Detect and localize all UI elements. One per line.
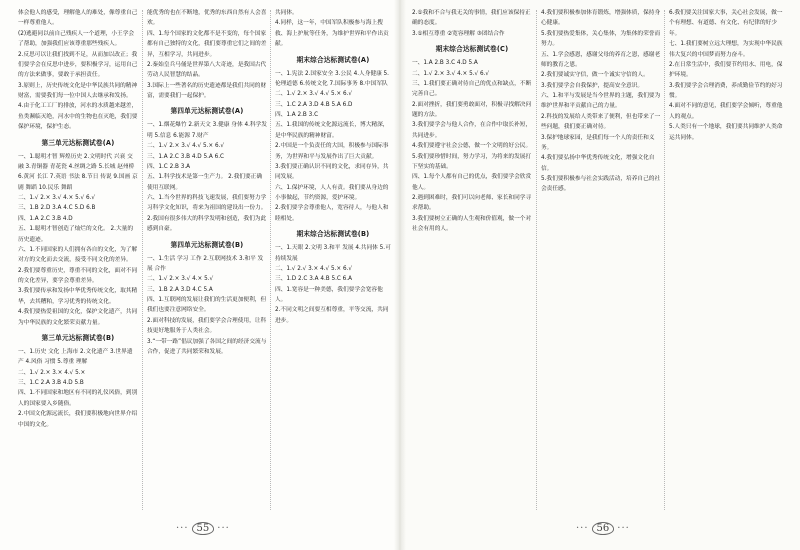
answer-paragraph: 一、1.A 2.B 3.C 4.D 5.A: [412, 60, 478, 67]
section-heading: 期末综合达标测试卷(B): [296, 230, 370, 239]
answer-paragraph: 5.我们要热爱集体，关心集体，为集体的荣誉而努力。: [541, 30, 661, 48]
answer-paragraph: 三、1.B 2.A 3.D 4.C 5.A: [147, 286, 213, 293]
right-column-1: [412, 8, 532, 513]
answer-paragraph: 3.保护地球家园，是我们每一个人的责任和义务。: [541, 134, 655, 151]
answer-paragraph: 六、1.当今世界的科技飞速发展，我们要努力学习科学文化知识，将来为祖国的建设出一份力。: [147, 195, 267, 212]
answer-paragraph: 三、1.B 2.D 3.A 4.C 5.D 6.B: [18, 205, 96, 212]
answer-paragraph: 2.不同文明之间要互相尊重，平等交流，共同进步。: [275, 307, 389, 324]
answer-paragraph: 2.我们要学会尊重他人，宽容待人，与他人和睦相处。: [275, 205, 389, 222]
answer-paragraph: 4.我们要弘扬中华优秀传统文化，增强文化自信。: [541, 155, 655, 172]
answer-paragraph: 五、1.聪明才智创造了灿烂的文化。 2.大量的历史遗迹。: [18, 226, 134, 243]
answer-paragraph: 6.我们要关注国家大事，关心社会发展，做一个有理想、有道德、有文化、有纪律的好少年。: [669, 10, 783, 37]
answer-paragraph: 3.我们要传承和发扬中华优秀传统文化，取其精华，去其糟粕，学习优秀的传统文化。: [18, 288, 138, 305]
answer-paragraph: 一、1.历史 文化 上海市 2.文化遗产 3.世界遗产 4.风俗 习惯 5.尊重 理解: [18, 348, 133, 366]
answer-paragraph: 共同体。: [275, 10, 298, 16]
answer-paragraph: 四、1.A 2.B 3.C: [275, 112, 319, 118]
answer-paragraph: 四、1.宽容是一种美德，我们要学会宽容他人。: [275, 286, 383, 303]
answer-paragraph: 4.面对不同的意见，我们要学会倾听，尊重他人的观点。: [669, 103, 783, 120]
column-divider: [270, 10, 271, 510]
answer-paragraph: 三、1.D 2.C 3.A 4.B 5.C 6.A: [275, 276, 352, 283]
answer-paragraph: 三、1.C 2.A 3.D 4.B 5.A 6.D: [275, 101, 353, 108]
left-column-1: [18, 8, 138, 513]
answer-paragraph: 2.我们要尊重历史，尊重不同的文化，面对不同的文化差异，要学会尊重差异。: [18, 267, 138, 284]
page-number-value: 55: [192, 522, 215, 535]
answer-paragraph: 2.面对科技的发展，我们要学会合理使用，让科技更好地服务于人类社会。: [147, 317, 267, 335]
answer-paragraph: 4.由于化工工厂的排放，河水的水质越来越差，鱼类濒临灭绝，河水中的生物也在灭绝，我们要保护环境，保护生态。: [18, 103, 138, 131]
answer-paragraph: 五、1.科学技术是第一生产力。 2.我们要正确使用互联网。: [147, 174, 263, 191]
answer-paragraph: 3.我们要树立正确的人生观和价值观，做一个对社会有用的人。: [412, 215, 532, 233]
answer-paragraph: 3.我们要正确认识不同的文化，求同存异，共同发展。: [275, 163, 389, 181]
section-heading: 第四单元达标测试卷(A): [170, 107, 244, 116]
answer-paragraph: 3.我们要学会合理消费，养成勤俭节约的好习惯。: [669, 82, 783, 99]
answer-paragraph: 一、1.聪明才智 辉煌历史 2.文明时代 兴衰 交融 3.青铜器 青花瓷 4.丝绸之路 5.长城 赵州桥 6.黄河 长江 7.英语 书法 8.节日 传说 9.国画 京剧 舞蹈 10.民乐 舞蹈: [18, 153, 138, 191]
answer-paragraph: 能优秀的也在不断地，优秀的东西自然有人会喜欢。: [147, 10, 267, 27]
right-column-3: [669, 8, 787, 513]
answer-paragraph: 2.科技的发展给人类带来了便利，但也带来了一些问题，我们要正确对待。: [541, 113, 661, 131]
answer-paragraph: 二、1.√ 2.× 3.√ 4.× 5.√: [147, 276, 214, 283]
answer-paragraph: 三、1.我们要正确对待自己的优点和缺点，不断完善自己。: [412, 80, 532, 98]
answer-paragraph: 四、1.每个国家的文化都不是不变的，每个国家都有自己独特的文化，我们要尊重它们之间的差异，互相学习，共同进步。: [147, 30, 267, 58]
answer-paragraph: 5.我们要积极参与社会实践活动，培养自己的社会责任感。: [541, 176, 661, 193]
answer-paragraph: 3.“一带一路”倡议加强了各国之间的经济交流与合作，促进了共同繁荣和发展。: [147, 338, 267, 355]
answer-paragraph: 2.①我和不合与我无关的事情，我们应该保持正确的态度。: [412, 10, 531, 27]
answer-paragraph: 2.我们要诚实守信，做一个诚实守信的人。: [541, 72, 649, 79]
page-number-right: ··· 56 ···: [576, 523, 630, 534]
answer-paragraph: 3.原则上，历史传统文化是中华民族共同的精神财富，需要我们每一位中国人去继承和发扬。: [18, 82, 138, 99]
answer-paragraph: 二、1.√ 2.× 3.√ 4.× 5.√ 6.√: [18, 195, 96, 201]
answer-paragraph: 4.同样，这一年，中国军队积极参与海上搜救、海上护航等任务，为维护世界和平作出贡献。: [275, 20, 389, 48]
answer-paragraph: 七、1.我们要树立远大理想，为实现中华民族伟大复兴的中国梦而努力奋斗。: [669, 41, 783, 58]
answer-paragraph: 四、1.每个人都有自己的优点，我们要学会欣赏他人。: [412, 174, 532, 191]
answer-paragraph: 二、1.√ 2.× 3.√ 4.√ 5.× 6.√: [275, 91, 353, 98]
right-column-2: [541, 8, 661, 513]
answer-paragraph: 2.中国是一个负责任的大国，积极参与国际事务，为世界和平与发展作出了巨大贡献。: [275, 143, 389, 160]
answer-paragraph: 三、1.A 2.C 3.B 4.D 5.A 6.C: [147, 153, 224, 160]
answer-paragraph: 一、1.烟花爆竹 2.新天文 3.健康 身体 4.科学发明 5.信息 6.能源 7.财产: [147, 122, 267, 139]
answer-paragraph: 一、1.生活 学习 工作 2.互联网技术 3.和平 发展 合作: [147, 255, 264, 272]
answer-paragraph: 3.①相互尊重 ②宽容理解 ③团结合作: [412, 30, 505, 37]
answer-paragraph: 2.我国有很多伟大的科学发明和创造，我们为此感到自豪。: [147, 215, 267, 233]
column-divider: [664, 10, 665, 510]
answer-paragraph: 三、1.C 2.A 3.B 4.D 5.B: [18, 380, 84, 386]
answer-paragraph: 二、1.√ 2.√ 3.× 4.√ 5.× 6.√: [275, 265, 353, 272]
answer-paragraph: (2)逃避同以前自己残疾人一个道理，小王学会了帮助，加强我们应该尊重那些残疾人。: [18, 30, 135, 48]
answer-paragraph: 二、1.√ 2.× 3.√ 4.√ 5.× 6.√: [147, 143, 225, 150]
left-column-3: [275, 8, 391, 513]
answer-paragraph: 2.面对挫折，我们要勇敢面对，积极寻找解决问题的方法。: [412, 101, 532, 118]
answer-paragraph: 二、1.√ 2.× 3.√ 4.× 5.√ 6.√: [412, 70, 490, 77]
answer-paragraph: 3.我们要学会与他人合作，在合作中取长补短，共同进步。: [412, 122, 532, 139]
book-gutter: [394, 0, 406, 550]
answer-paragraph: 一、1.宪法 2.国家安全 3.公民 4.人身健康 5.伦理道德 6.传统文化 7.国际事务 8.中国军队: [275, 70, 389, 87]
section-heading: 第三单元达标测试卷(B): [41, 333, 115, 342]
answer-paragraph: 一、1.天眼 2.文明 3.和平 发展 4.共同体 5.可持续发展: [275, 245, 391, 262]
answer-paragraph: 4.我们要遵守社会公德，做一个文明的好公民。: [412, 143, 532, 150]
answer-paragraph: 体会他人的感受，理解他人的难处，像尊重自己一样尊重他人。: [18, 10, 138, 27]
answer-paragraph: 3.国际上一些著名的历史遗迹都是我们共同的财富，需要我们一起保护。: [147, 82, 267, 99]
page-number-value: 56: [592, 522, 615, 535]
section-heading: 第四单元达标测试卷(B): [170, 240, 244, 249]
answer-paragraph: 六、1.保护环境，人人有责。我们要从身边的小事做起，节约资源，爱护环境。: [275, 184, 389, 201]
answer-paragraph: 4.我们要积极参加体育锻炼，增强体质，保持身心健康。: [541, 10, 661, 27]
answer-paragraph: 2.在日常生活中，我们要节约用水、用电，保护环境。: [669, 61, 783, 79]
answer-paragraph: 3.我们要学会自我保护，提高安全意识。: [541, 82, 644, 89]
answer-paragraph: 四、1.C 2.B 3.A: [147, 163, 191, 170]
answer-paragraph: 四、1.互联网的发展让我们的生活更加便利，但我们也要注意网络安全。: [147, 297, 267, 314]
answer-paragraph: 六、1.和平与发展是当今世界的主题，我们要为维护世界和平贡献自己的力量。: [541, 93, 661, 110]
answer-paragraph: 四、1.A 2.C 3.B 4.D: [18, 215, 73, 222]
answer-paragraph: 五、1.我国的传统文化源远流长，博大精深，是中华民族的精神财富。: [275, 122, 389, 139]
answer-paragraph: 四、1.不同国家和地区有不同的礼仪风俗，到别人的国家要入乡随俗。: [18, 390, 138, 407]
section-heading: 期末综合达标测试卷(C): [435, 45, 509, 54]
answer-paragraph: 5.人类只有一个地球，我们要共同维护人类命运共同体。: [669, 124, 783, 141]
left-column-2: [147, 8, 267, 513]
answer-paragraph: 4.我们要热爱祖国的文化，保护文化遗产，共同为中华民族的文化繁荣贡献力量。: [18, 309, 138, 326]
answer-paragraph: 2.中国文化源远流长，我们要积极地向世界介绍中国的文化。: [18, 411, 138, 428]
answer-paragraph: 2.反思可以让我们找到不足，从而加以改正；我们要学会在反思中进步，要积极学习，运用自己的方法来做事，要敢于承担责任。: [18, 51, 138, 79]
column-divider: [536, 10, 537, 510]
page-number-left: ··· 55 ···: [176, 523, 230, 534]
answer-paragraph: 二、1.√ 2.× 3.× 4.√ 5.×: [18, 369, 86, 376]
answer-paragraph: 5.我们要珍惜时间，努力学习，为将来的发展打下坚实的基础。: [412, 153, 532, 170]
answer-paragraph: 2.秦始皇兵马俑是世界第八大奇迹，是我国古代劳动人民智慧的结晶。: [147, 61, 267, 79]
section-heading: 第三单元达标测试卷(A): [41, 138, 115, 147]
column-divider: [142, 10, 143, 510]
right-page: [400, 0, 800, 550]
section-heading: 期末综合达标测试卷(A): [296, 55, 370, 64]
answer-paragraph: 五、1.学会感恩，感谢父母的养育之恩，感谢老师的教育之恩。: [541, 51, 661, 68]
answer-paragraph: 2.遇到困难时，我们可以向老师、家长和同学寻求帮助。: [412, 195, 532, 212]
answer-paragraph: 六、1.不同国家的人们拥有各自的文化，为了解对方的文化而去交流，接受不同文化的差异。: [18, 246, 138, 264]
